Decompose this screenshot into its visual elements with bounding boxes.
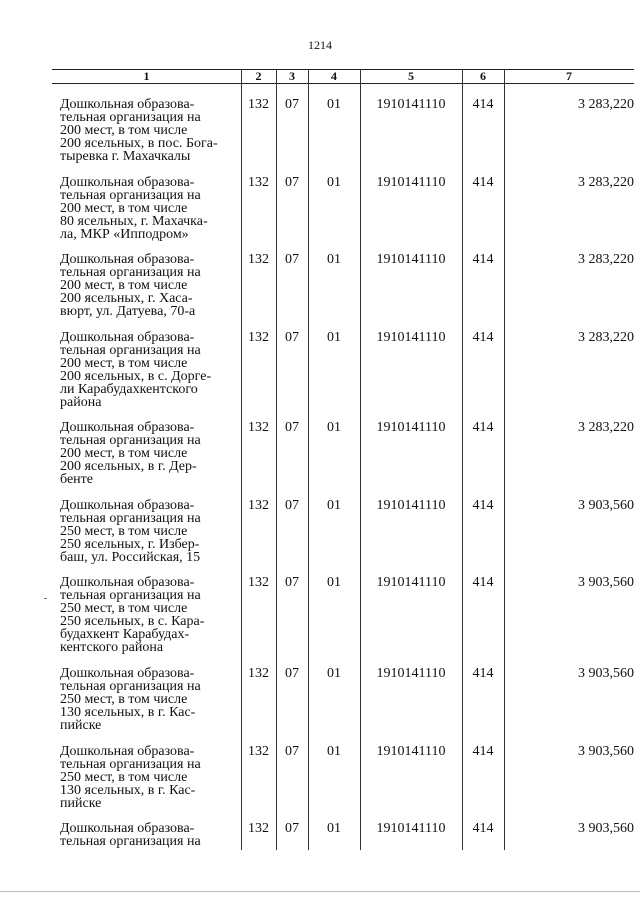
cell-col4: 01	[327, 420, 341, 435]
column-header-4: 4	[331, 69, 337, 83]
cell-amount: 3 283,220	[578, 252, 634, 267]
cell-col6: 414	[472, 252, 494, 267]
row-description: Дошкольная образова- тельная организация на 250 мест, в том числе 130 ясельных, в г. Кас- пийске	[60, 666, 201, 733]
cell-col2: 132	[248, 97, 269, 112]
cell-col5: 1910141110	[376, 330, 446, 345]
cell-amount: 3 903,560	[578, 575, 634, 590]
column-header-1: 1	[143, 69, 150, 83]
cell-col5: 1910141110	[376, 498, 446, 513]
cell-col2: 132	[248, 330, 269, 345]
cell-col4: 01	[327, 575, 341, 590]
cell-amount: 3 903,560	[578, 744, 634, 759]
cell-col2: 132	[248, 420, 269, 435]
cell-amount: 3 903,560	[578, 666, 634, 681]
cell-col2: 132	[248, 175, 269, 190]
cell-col6: 414	[472, 330, 494, 345]
cell-col4: 01	[327, 498, 341, 513]
cell-col6: 414	[472, 498, 494, 513]
budget-table	[52, 69, 634, 850]
row-description: Дошкольная образова- тельная организация на 250 мест, в том числе 130 ясельных, в г. Кас- пийске	[60, 744, 201, 811]
cell-amount: 3 283,220	[578, 97, 634, 112]
row-description: Дошкольная образова- тельная организация на 200 мест, в том числе 200 ясельных, в г. Дер- бенте	[60, 420, 201, 487]
cell-col6: 414	[472, 575, 494, 590]
cell-col3: 07	[285, 744, 299, 759]
row-description: Дошкольная образова- тельная организация на 200 мест, в том числе 200 ясельных, г. Хаса- вюрт, ул. Датуева, 70-а	[60, 252, 201, 319]
cell-col2: 132	[248, 666, 269, 681]
cell-amount: 3 283,220	[578, 420, 634, 435]
cell-col2: 132	[248, 575, 269, 590]
cell-col3: 07	[285, 821, 299, 836]
column-header-5: 5	[408, 69, 414, 83]
cell-col5: 1910141110	[376, 420, 446, 435]
page-bottom-rule	[0, 891, 640, 892]
cell-col4: 01	[327, 744, 341, 759]
cell-col5: 1910141110	[376, 744, 446, 759]
column-header-3: 3	[289, 69, 295, 83]
cell-col3: 07	[285, 252, 299, 267]
cell-amount: 3 283,220	[578, 175, 634, 190]
cell-col6: 414	[472, 97, 494, 112]
header-bottom-rule	[52, 83, 634, 84]
cell-col2: 132	[248, 252, 269, 267]
cell-col3: 07	[285, 666, 299, 681]
cell-col5: 1910141110	[376, 97, 446, 112]
cell-col6: 414	[472, 420, 494, 435]
cell-col4: 01	[327, 666, 341, 681]
row-description: Дошкольная образова- тельная организация на 200 мест, в том числе 80 ясельных, г. Махачка- ла, МКР «Ипподром»	[60, 175, 208, 242]
scan-speck	[44, 598, 47, 599]
cell-col3: 07	[285, 97, 299, 112]
cell-col6: 414	[472, 666, 494, 681]
cell-amount: 3 283,220	[578, 330, 634, 345]
cell-col2: 132	[248, 744, 269, 759]
cell-col5: 1910141110	[376, 821, 446, 836]
row-description: Дошкольная образова- тельная организация на 250 мест, в том числе 250 ясельных, г. Избер- баш, ул. Российская, 15	[60, 498, 201, 565]
cell-col5: 1910141110	[376, 575, 446, 590]
cell-col3: 07	[285, 420, 299, 435]
cell-col3: 07	[285, 330, 299, 345]
cell-amount: 3 903,560	[578, 498, 634, 513]
cell-col4: 01	[327, 821, 341, 836]
cell-col6: 414	[472, 744, 494, 759]
cell-col5: 1910141110	[376, 252, 446, 267]
cell-col5: 1910141110	[376, 175, 446, 190]
column-header-7: 7	[566, 69, 572, 83]
cell-col6: 414	[472, 175, 494, 190]
cell-col3: 07	[285, 498, 299, 513]
cell-col6: 414	[472, 821, 494, 836]
column-header-6: 6	[480, 69, 486, 83]
row-description: Дошкольная образова- тельная организация на 200 мест, в том числе 200 ясельных, в с. Дорге- ли Карабудахкентского района	[60, 330, 212, 410]
cell-col3: 07	[285, 175, 299, 190]
cell-col2: 132	[248, 498, 269, 513]
cell-amount: 3 903,560	[578, 821, 634, 836]
cell-col4: 01	[327, 97, 341, 112]
cell-col4: 01	[327, 175, 341, 190]
cell-col5: 1910141110	[376, 666, 446, 681]
cell-col4: 01	[327, 252, 341, 267]
row-description: Дошкольная образова- тельная организация на	[60, 821, 201, 849]
page-number: 1214	[308, 38, 332, 52]
cell-col2: 132	[248, 821, 269, 836]
row-description: Дошкольная образова- тельная организация на 200 мест, в том числе 200 ясельных, в пос. Бога- тыревка г. Махачкалы	[60, 97, 218, 164]
row-description: Дошкольная образова- тельная организация на 250 мест, в том числе 250 ясельных, в с. Кара- будахкент Карабудах- кентского района	[60, 575, 205, 655]
cell-col4: 01	[327, 330, 341, 345]
column-header-2: 2	[255, 69, 262, 83]
cell-col3: 07	[285, 575, 299, 590]
